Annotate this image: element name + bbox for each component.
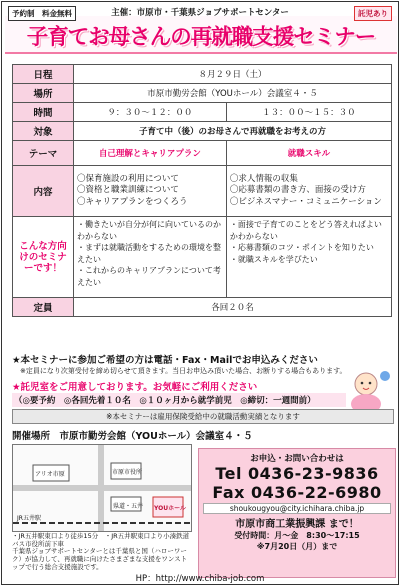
content-a bbox=[74, 166, 227, 217]
content-b-item: 〇求人情報の収集 bbox=[229, 173, 298, 184]
contact-department: 市原市商工業振興課 まで！ bbox=[235, 519, 359, 530]
map-city-hall-label: 市原市役所 bbox=[112, 469, 143, 476]
contact-tel[interactable]: Tel 0436-23-9836 bbox=[215, 464, 379, 483]
venue-heading: 開催場所 市原市勤労会館（YOUホール）会議室４・５ bbox=[12, 431, 253, 442]
target-label: 対象 bbox=[13, 122, 74, 141]
for-whom-b-item: ・面接で子育てのことをどう答えればよいかわからない bbox=[229, 220, 382, 241]
for-whom-a-item: ・これからのキャリアプランについて考えたい bbox=[77, 266, 221, 287]
reservation-badge: 予約制 料金無料 bbox=[8, 6, 76, 21]
time-afternoon: １３：００～１５：３０ bbox=[226, 103, 391, 122]
access-map bbox=[12, 444, 192, 532]
row-date bbox=[13, 65, 392, 84]
row-time bbox=[13, 103, 392, 122]
childcare-note: ★託児室をご用意しております。お気軽にご利用ください bbox=[12, 382, 258, 393]
target-value: 子育て中（後）のお母さんで再就職をお考えの方 bbox=[74, 122, 392, 141]
organizer-line: 主催：市原市・千葉県ジョブサポートセンター bbox=[111, 8, 289, 18]
for-whom-a bbox=[74, 217, 227, 298]
contact-deadline: ※7月20日（月）まで bbox=[256, 542, 338, 551]
map-hall-label: YOUホール bbox=[154, 505, 186, 512]
row-capacity bbox=[13, 298, 392, 317]
contact-email[interactable]: shoukougyou@city.ichihara.chiba.jp bbox=[203, 503, 391, 514]
map-station-label: JR五井駅 bbox=[17, 515, 41, 522]
theme-a: 自己理解とキャリアプラン bbox=[74, 141, 227, 166]
capacity-label: 定員 bbox=[13, 298, 74, 317]
childcare-badge: 託児あり bbox=[354, 6, 392, 21]
baby-illustration bbox=[340, 368, 392, 414]
map-store-label: アリオ市原 bbox=[35, 471, 65, 478]
for-whom-b-item: ・応募書類のコツ・ポイントを知りたい bbox=[229, 243, 374, 252]
for-whom-label: こんな方向けのセミナーです！ bbox=[13, 217, 74, 298]
seminar-title: 子育てお母さんの再就職支援セミナー bbox=[26, 25, 376, 50]
time-label: 時間 bbox=[13, 103, 74, 122]
content-a-item: 〇資格と職業訓練について bbox=[77, 185, 179, 196]
for-whom-b bbox=[226, 217, 391, 298]
for-whom-a-item: ・まずは就職活動をするための環境を整えたい bbox=[77, 243, 221, 264]
apply-subnote: ※定員になり次第受付を締め切らせて頂きます。当日お申込み頂いた場合、お断りする場合もあります。 bbox=[20, 367, 347, 375]
row-theme bbox=[13, 141, 392, 166]
jsc-note: 千葉県ジョブサポートセンターとは千葉県と国（ハローワーク）が協力して、再就職に向けたさまざまな支援をワンストップで行う総合支援施設です。 bbox=[12, 547, 188, 571]
notes-block bbox=[12, 352, 392, 407]
seminar-info-table bbox=[12, 64, 392, 317]
contact-title: お申込・お問い合わせは bbox=[250, 454, 344, 464]
apply-note: ★本セミナーに参加ご希望の方は電話・Fax・Mailでお申込みください bbox=[12, 355, 318, 366]
place-label: 場所 bbox=[13, 84, 74, 103]
contact-fax: Fax 0436-22-6980 bbox=[212, 483, 382, 502]
row-content bbox=[13, 166, 392, 217]
childcare-detail: （◎要予約 ◎各回先着１０名 ◎１０ヶ月から就学前児 ◎締切：一週間前） bbox=[12, 393, 346, 407]
for-whom-a-item: ・働きたいが自分が何に向いているのかわからない bbox=[77, 220, 221, 241]
time-morning: ９：３０～１２：００ bbox=[74, 103, 227, 122]
place-value: 市原市勤労会館（YOUホール）会議室４・５ bbox=[74, 84, 392, 103]
content-b-item: 〇応募書類の書き方、面接の受け方 bbox=[229, 185, 366, 196]
flyer bbox=[1, 1, 399, 585]
date-value: ８月２９日（土） bbox=[74, 65, 392, 84]
capacity-value: 各回２０名 bbox=[74, 298, 392, 317]
contact-hours: 受付時間：月～金 8:30～17:15 bbox=[234, 531, 360, 540]
content-a-item: 〇キャリアプランをつくろう bbox=[77, 196, 188, 207]
for-whom-b-item: ・就職スキルを学びたい bbox=[229, 254, 318, 264]
content-a-item: 〇保育施設の利用について bbox=[77, 173, 179, 184]
content-b-item: 〇ビジネスマナー・コミュニケーション bbox=[229, 196, 382, 207]
date-label: 日程 bbox=[13, 65, 74, 84]
content-label: 内容 bbox=[13, 166, 74, 217]
contact-box bbox=[198, 448, 396, 578]
row-place bbox=[13, 84, 392, 103]
row-target bbox=[13, 122, 392, 141]
theme-label: テーマ bbox=[13, 141, 74, 166]
content-b bbox=[226, 166, 391, 217]
homepage-url[interactable]: HP：http://www.chiba-job.com bbox=[135, 574, 265, 584]
theme-b: 就職スキル bbox=[226, 141, 391, 166]
map-road-label: 県道・五井 bbox=[113, 503, 144, 510]
access-note: ・JR五井駅東口より徒歩15分 ・JR五井駅東口より小湊鉄道バス市役所前下車 bbox=[12, 532, 190, 548]
unemployment-banner: ※本セミナーは雇用保険受給中の就職活動実績となります bbox=[12, 409, 394, 424]
row-for-whom bbox=[13, 217, 392, 298]
